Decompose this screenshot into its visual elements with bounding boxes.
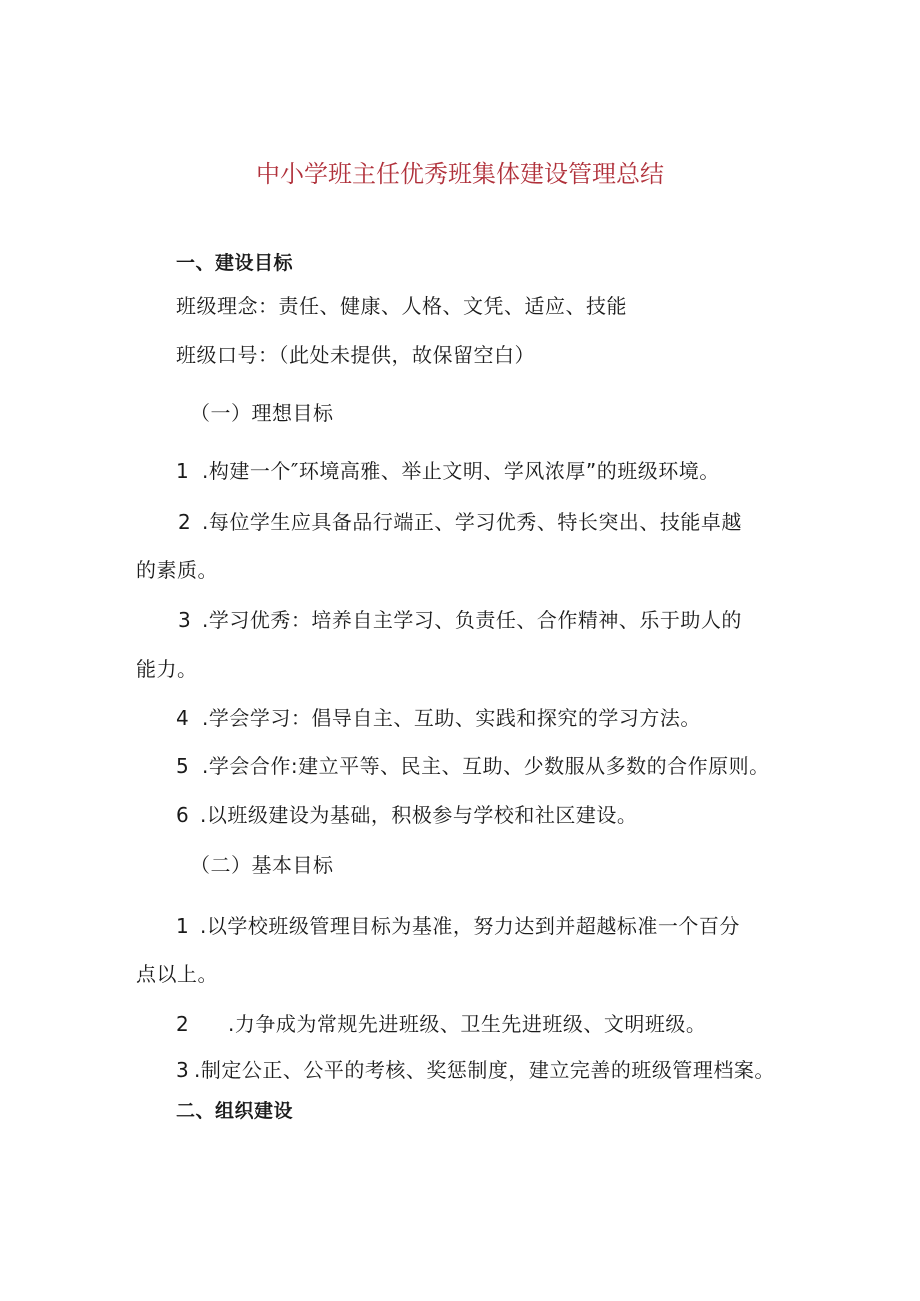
item-text: .构建一个″环境高雅、举止文明、学风浓厚”的班级环境。 bbox=[202, 459, 720, 483]
item-continuation: 能力。 bbox=[136, 657, 198, 681]
document-title: 中小学班主任优秀班集体建设管理总结 bbox=[256, 160, 664, 188]
subsection-heading-ideal: （一）理想目标 bbox=[190, 401, 334, 425]
item-continuation: 点以上。 bbox=[136, 962, 218, 986]
class-slogan: 班级口号：（此处未提供，故保留空白） bbox=[176, 343, 535, 367]
item-number: 3 bbox=[176, 1058, 190, 1082]
item-text: .学习优秀：培养自主学习、负责任、合作精神、乐于助人的 bbox=[202, 608, 742, 632]
basic-goal-item bbox=[176, 912, 740, 940]
section-heading-organization: 二、组织建设 bbox=[176, 1100, 294, 1122]
item-text: .学会学习：倡导自主、互助、实践和探究的学习方法。 bbox=[202, 706, 701, 730]
basic-goal-item bbox=[176, 1056, 775, 1084]
subsection-heading-basic: （二）基本目标 bbox=[190, 853, 334, 877]
item-number: 2 bbox=[178, 510, 192, 534]
ideal-goal-item bbox=[178, 508, 742, 536]
item-number: 3 bbox=[178, 608, 192, 632]
item-text: .以学校班级管理目标为基准，努力达到并超越标准一个百分 bbox=[200, 914, 740, 938]
item-text: .学会合作:建立平等、民主、互助、少数服从多数的合作原则。 bbox=[202, 754, 770, 778]
item-number: 4 bbox=[176, 706, 190, 730]
item-text: .以班级建设为基础，积极参与学校和社区建设。 bbox=[200, 803, 638, 827]
item-number: 1 bbox=[176, 914, 190, 938]
item-text: .制定公正、公平的考核、奖惩制度，建立完善的班级管理档案。 bbox=[194, 1058, 775, 1082]
section-heading-goals: 一、建设目标 bbox=[176, 252, 294, 274]
item-text: .力争成为常规先进班级、卫生先进班级、文明班级。 bbox=[228, 1012, 707, 1036]
item-number: 2 bbox=[176, 1012, 190, 1036]
item-continuation: 的素质。 bbox=[136, 558, 218, 582]
ideal-goal-item bbox=[176, 704, 701, 732]
item-number: 6 bbox=[176, 803, 190, 827]
item-number: 1 bbox=[176, 459, 190, 483]
basic-goal-item bbox=[176, 1010, 706, 1038]
ideal-goal-item bbox=[176, 457, 720, 485]
item-text: .每位学生应具备品行端正、学习优秀、特长突出、技能卓越 bbox=[202, 510, 742, 534]
class-philosophy: 班级理念：责任、健康、人格、文凭、适应、技能 bbox=[176, 294, 627, 318]
item-number: 5 bbox=[176, 754, 190, 778]
ideal-goal-item bbox=[176, 752, 770, 780]
ideal-goal-item bbox=[178, 606, 742, 634]
ideal-goal-item bbox=[176, 801, 637, 829]
